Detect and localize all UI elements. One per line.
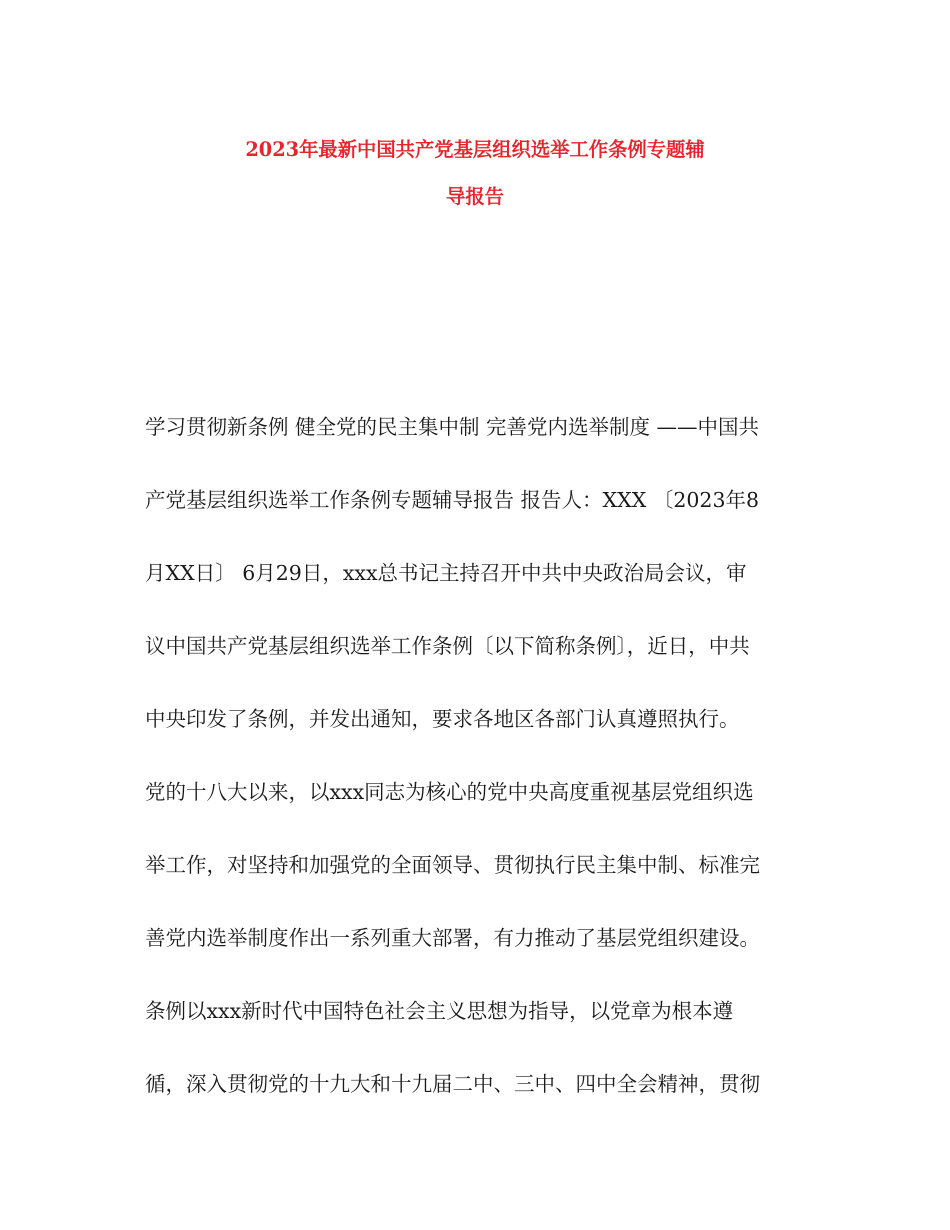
document-title-line-2: 导报告 [446, 185, 504, 208]
body-text-line: 循，深入贯彻党的十九大和十九届二中、三中、四中全会精神，贯彻 [145, 1072, 760, 1096]
body-text-line: 举工作，对坚持和加强党的全面领导、贯彻执行民主集中制、标准完 [145, 853, 760, 877]
body-text-line: 学习贯彻新条例 健全党的民主集中制 完善党内选举制度 ——中国共 [145, 415, 760, 439]
body-text-line: 党的十八大以来，以xxx同志为核心的党中央高度重视基层党组织选 [145, 780, 754, 804]
body-text-line: 善党内选举制度作出一系列重大部署，有力推动了基层党组织建设。 [145, 926, 760, 950]
body-text-line: 条例以xxx新时代中国特色社会主义思想为指导，以党章为根本遵 [145, 999, 734, 1023]
body-text-line: 月XX日〕 6月29日，xxx总书记主持召开中共中央政治局会议，审 [145, 561, 747, 585]
document-title-line-1: 2023年最新中国共产党基层组织选举工作条例专题辅 [245, 138, 705, 161]
body-text-line: 中央印发了条例，并发出通知，要求各地区各部门认真遵照执行。 [145, 707, 740, 731]
body-text-line: 议中国共产党基层组织选举工作条例〔以下简称条例〕，近日，中共 [145, 634, 750, 658]
body-text-line: 产党基层组织选举工作条例专题辅导报告 报告人：XXX 〔2023年8 [145, 488, 760, 512]
